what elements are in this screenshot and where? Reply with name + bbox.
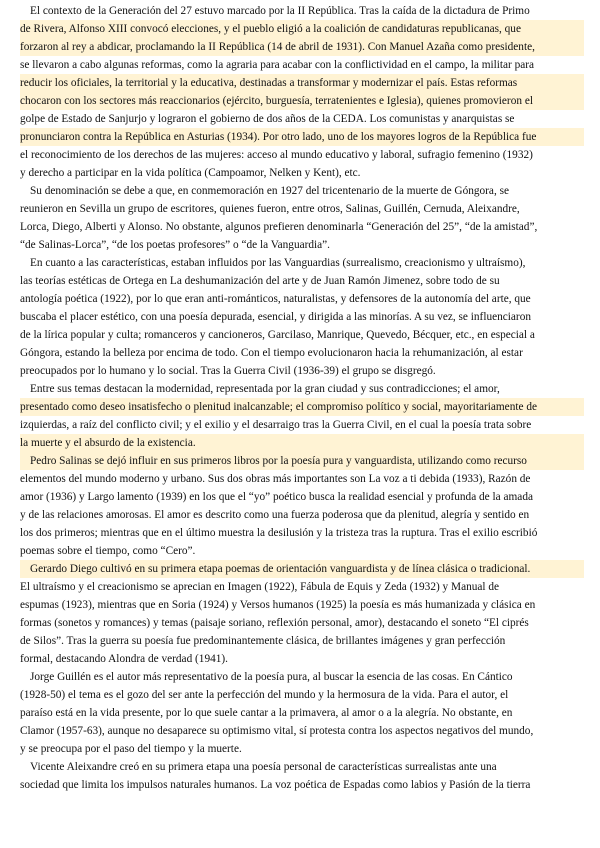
text-line: elementos del mundo moderno y urbano. Sus dos obras más importantes son La voz a ti debida (1933), Razón de [20, 473, 531, 485]
text-line: de Silos”. Tras la guerra su poesía fue predominantemente clásica, de brillantes imágenes y gran perfección [20, 635, 506, 647]
text-line: y de las relaciones amorosas. El amor es descrito como una fuerza poderosa que da plenitud, alegría y sentido en [20, 509, 530, 521]
text-line: espumas (1923), mientras que en Soria (1924) y Versos humanos (1925) la poesía es más humanizada y clásica en [20, 599, 536, 611]
text-line: Jorge Guillén es el autor más representativo de la poesía pura, al buscar la esencia de las cosas. En Cántico [30, 671, 513, 683]
text-line: Pedro Salinas se dejó influir en sus primeros libros por la poesía pura y vanguardista, utilizando como recurso [20, 452, 584, 470]
text-line: de Rivera, Alfonso XIII convocó elecciones, y el pueblo eligió a la coalición de candidaturas republicanas, que [20, 20, 584, 38]
text-body [20, 2, 584, 794]
text-line: chocaron con los sectores más reaccionarios (ejército, burguesía, terratenientes e Iglesia), quienes promovieron el [20, 92, 584, 110]
text-line: y derecho a participar en la vida política (Campoamor, Nelken y Kent), etc. [20, 167, 361, 179]
text-line: el reconocimiento de los derechos de las mujeres: acceso al mundo educativo y laboral, sufragio femenino (1932) [20, 149, 533, 161]
text-line: El ultraísmo y el creacionismo se aprecian en Imagen (1922), Fábula de Equis y Zeda (1932) y Manual de [20, 581, 500, 593]
text-line: sociedad que limita los impulsos naturales humanos. La voz poética de Espadas como labios y Pasión de la tierra [20, 779, 531, 791]
text-line: paraíso está en la vida presente, por lo que suele cantar a la primavera, al amor o a la alegría. No obstante, en [20, 707, 513, 719]
text-line: reducir los oficiales, la territorial y la educativa, destinadas a transformar y modernizar el país. Estas reformas [20, 74, 584, 92]
text-line: Gerardo Diego cultivó en su primera etapa poemas de orientación vanguardista y de línea clásica o tradicional. [20, 560, 584, 578]
text-line: (1928-50) el tema es el gozo del ser ante la perfección del mundo y la hermosura de la vida. Para el autor, el [20, 689, 509, 701]
text-line: buscaba el placer estético, con una poesía depurada, esencial, y dirigida a las minorías. A su vez, se influenciaron [20, 311, 531, 323]
text-line: la muerte y el absurdo de la existencia. [20, 434, 584, 452]
text-line: las teorías estéticas de Ortega en La deshumanización del arte y de Juan Ramón Jimenez, sobre todo de su [20, 275, 500, 287]
text-line: antología poética (1922), por lo que eran anti-románticos, naturalistas, y defensores de la autonomía del arte, que [20, 293, 531, 305]
text-line: de la lírica popular y culta; romanceros y cancioneros, Garcilaso, Manrique, Quevedo, Bécquer, etc., en especial a [20, 329, 535, 341]
text-line: amor (1936) y Largo lamento (1939) en los que el “yo” poético busca la realidad esencial y profunda de la amada [20, 491, 533, 503]
text-line: Góngora, estando la belleza por encima de todo. Con el tiempo evolucionaron hacia la rehumanización, al estar [20, 347, 523, 359]
text-line: El contexto de la Generación del 27 estuvo marcado por la II República. Tras la caída de la dictadura de Primo [30, 5, 530, 17]
text-line: “de Salinas-Lorca”, “de los poetas profesores” o “de la Vanguardia”. [20, 239, 331, 251]
text-line: formal, destacando Alondra de verdad (1941). [20, 653, 228, 665]
text-line: se llevaron a cabo algunas reformas, como la agraria para acabar con la conflictividad en el campo, la militar para [20, 59, 535, 71]
text-line: presentado como deseo insatisfecho o plenitud inalcanzable; el compromiso político y social, mayoritariamente de [20, 398, 584, 416]
text-line: Lorca, Diego, Alberti y Alonso. No obstante, algunos prefieren denominarla “Generación del 25”, “de la amistad”, [20, 221, 538, 233]
text-line: formas (sonetos y romances) y temas (paisaje soriano, reflexión personal, amor), destacando el soneto “El ciprés [20, 617, 529, 629]
text-line: los dos primeros; mientras que en el último muestra la desilusión y la tristeza tras la ruptura. Tras el exilio escribió [20, 527, 538, 539]
text-line: poemas sobre el tiempo, como “Cero”. [20, 545, 196, 557]
text-line: pronunciaron contra la República en Asturias (1934). Por otro lado, uno de los mayores logros de la República fue [20, 128, 584, 146]
text-line: golpe de Estado de Sanjurjo y lograron el gobierno de dos años de la CEDA. Los comunistas y anarquistas se [20, 113, 515, 125]
text-line: izquierdas, a raíz del conflicto civil; y el exilio y el desarraigo tras la Guerra Civil, en el cual la poesía trata sobre [20, 419, 532, 431]
text-line: Vicente Aleixandre creó en su primera etapa una poesía personal de características surrealistas ante una [30, 761, 497, 773]
text-line: Clamor (1957-63), aunque no desaparece su optimismo vital, sí protesta contra los aspectos negativos del mundo, [20, 725, 534, 737]
text-line: Entre sus temas destacan la modernidad, representada por la gran ciudad y sus contradicciones; el amor, [30, 383, 500, 395]
text-line: reunieron en Sevilla un grupo de escritores, quienes fueron, entre otros, Salinas, Guillén, Cernuda, Aleixandre, [20, 203, 520, 215]
text-line: preocupados por lo humano y lo social. Tras la Guerra Civil (1936-39) el grupo se disgregó. [20, 365, 436, 377]
text-line: forzaron al rey a abdicar, proclamando la II República (14 de abril de 1931). Con Manuel Azaña como presidente, [20, 38, 584, 56]
text-line: y se preocupa por el paso del tiempo y la muerte. [20, 743, 242, 755]
text-line: Su denominación se debe a que, en conmemoración en 1927 del tricentenario de la muerte de Góngora, se [30, 185, 510, 197]
text-line: En cuanto a las características, estaban influidos por las Vanguardias (surrealismo, creacionismo y ultraísmo), [30, 257, 526, 269]
